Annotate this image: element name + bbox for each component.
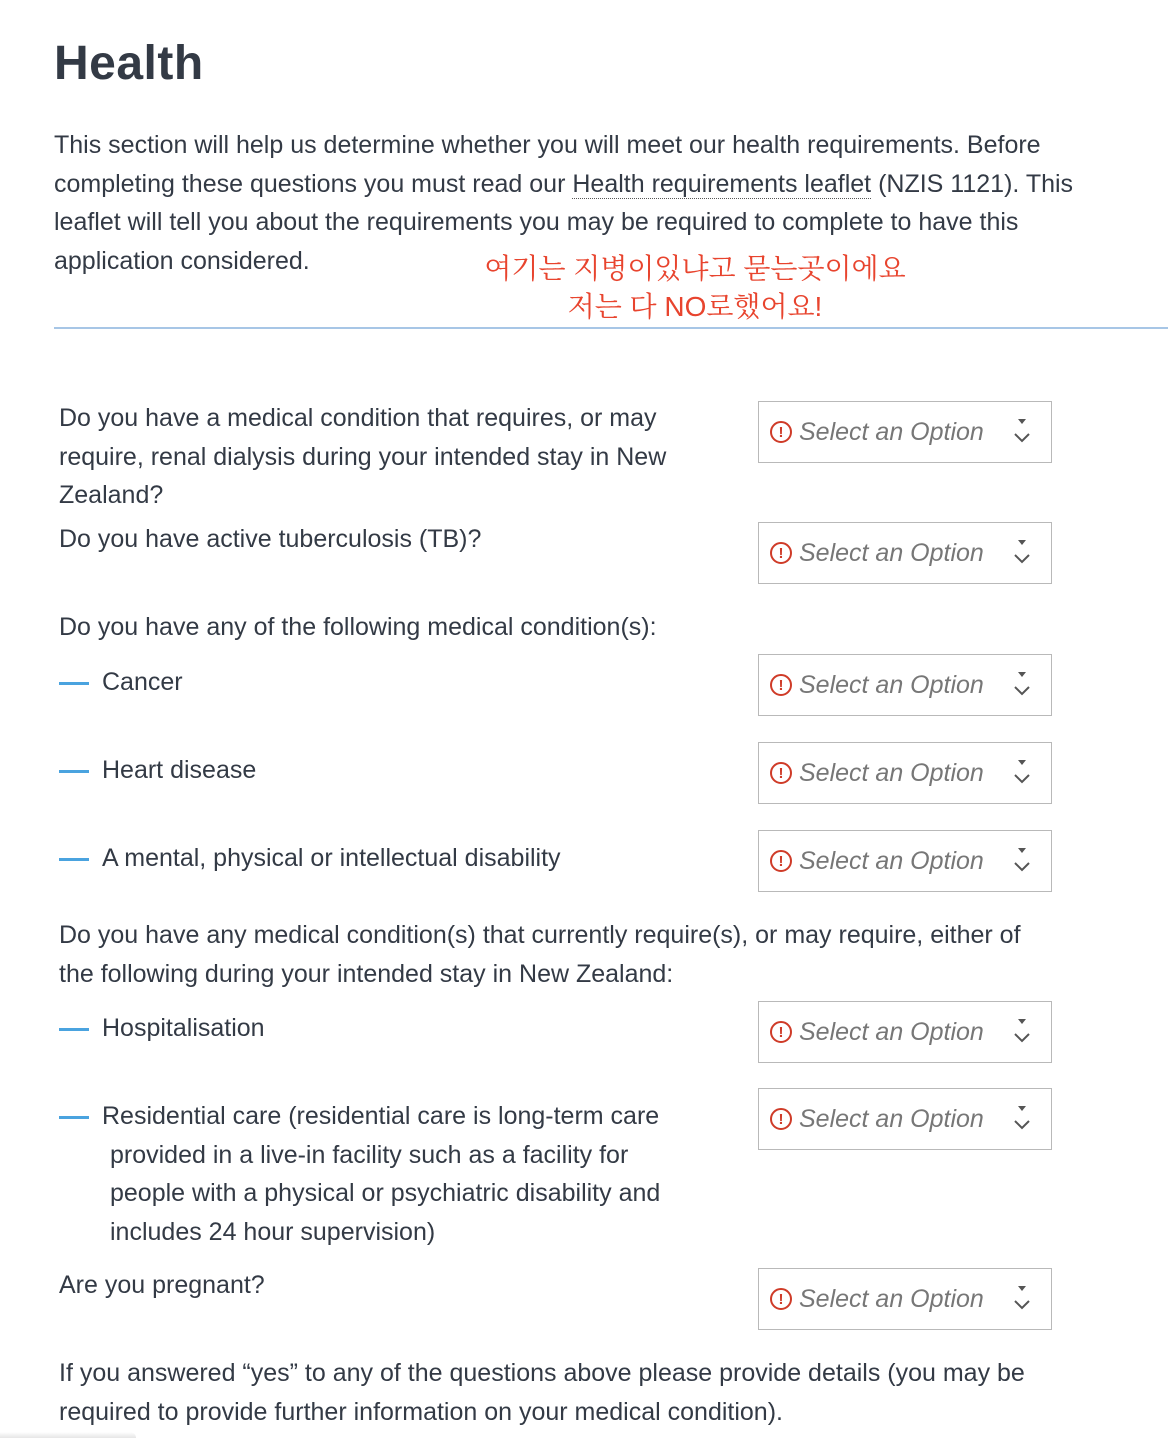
handwritten-annotation bbox=[440, 250, 950, 326]
dash-bullet bbox=[59, 1028, 89, 1031]
select-heart-disease[interactable] bbox=[758, 742, 1052, 804]
select-placeholder: Select an Option bbox=[799, 1284, 984, 1313]
select-placeholder: Select an Option bbox=[799, 1104, 984, 1133]
dash-bullet bbox=[59, 1116, 89, 1119]
error-icon: ! bbox=[770, 850, 792, 872]
select-hospitalisation[interactable] bbox=[758, 1001, 1052, 1063]
condition-label: Hospitalisation bbox=[102, 1014, 265, 1042]
error-icon: ! bbox=[770, 1021, 792, 1043]
question-renal-dialysis: Do you have a medical condition that requires, or may require, renal dialysis during your intended stay in New Zealand? bbox=[59, 404, 667, 509]
select-placeholder: Select an Option bbox=[799, 538, 984, 567]
residential-continuation: provided in a live-in facility such as a facility for people with a physical or psychiatric disability and includes 24 hour supervision) bbox=[110, 1140, 661, 1246]
condition-disability bbox=[59, 839, 719, 878]
question-require-heading: Do you have any medical condition(s) that currently require(s), or may require, either of the following during your intended stay in New Zealand: bbox=[59, 921, 1021, 988]
page-title: Health bbox=[54, 37, 204, 90]
condition-label: Cancer bbox=[102, 668, 183, 696]
condition-cancer bbox=[59, 663, 719, 702]
select-tuberculosis[interactable] bbox=[758, 522, 1052, 584]
intro-text-end: (NZIS 1121). This leaflet will tell you about the requirements you may be required to complete to have this application considered. bbox=[54, 169, 1074, 275]
select-placeholder: Select an Option bbox=[799, 758, 984, 787]
section-divider bbox=[54, 327, 1168, 329]
select-placeholder: Select an Option bbox=[799, 846, 984, 875]
error-icon: ! bbox=[770, 1288, 792, 1310]
dash-bullet bbox=[59, 858, 89, 861]
condition-hospitalisation bbox=[59, 1009, 719, 1048]
chevron-down-icon bbox=[1011, 1101, 1033, 1135]
question-medical-conditions-heading: Do you have any of the following medical condition(s): bbox=[59, 613, 657, 641]
select-pregnant[interactable] bbox=[758, 1268, 1052, 1330]
intro-text-start: This section will help us determine whether you will meet our health requirements. Before completing these questions you must read our bbox=[54, 131, 1041, 198]
annotation-line-1: 여기는 지병이있냐고 묻는곳이에요 bbox=[484, 253, 906, 284]
annotation-line-2: 저는 다 NO로했어요! bbox=[567, 291, 823, 322]
residential-first-line: Residential care (residential care is long-term care bbox=[102, 1102, 660, 1130]
error-icon: ! bbox=[770, 1108, 792, 1130]
chevron-down-icon bbox=[1011, 1014, 1033, 1048]
condition-heart-disease bbox=[59, 751, 719, 790]
select-residential-care[interactable] bbox=[758, 1088, 1052, 1150]
condition-label: Heart disease bbox=[102, 756, 257, 784]
condition-label: A mental, physical or intellectual disability bbox=[102, 844, 561, 872]
select-placeholder: Select an Option bbox=[799, 1017, 984, 1046]
error-icon: ! bbox=[770, 421, 792, 443]
dash-bullet bbox=[59, 770, 89, 773]
health-requirements-link[interactable]: Health requirements leaflet bbox=[572, 169, 872, 198]
chevron-down-icon bbox=[1011, 755, 1033, 789]
dash-bullet bbox=[59, 682, 89, 685]
details-note: If you answered “yes” to any of the questions above please provide details (you may be required to provide further information on your medical condition). bbox=[59, 1359, 1025, 1426]
condition-residential-care bbox=[59, 1097, 709, 1251]
chevron-down-icon bbox=[1011, 1281, 1033, 1315]
select-placeholder: Select an Option bbox=[799, 417, 984, 446]
error-icon: ! bbox=[770, 674, 792, 696]
question-pregnant: Are you pregnant? bbox=[59, 1271, 265, 1299]
chevron-down-icon bbox=[1011, 414, 1033, 448]
error-icon: ! bbox=[770, 762, 792, 784]
error-icon: ! bbox=[770, 542, 792, 564]
select-placeholder: Select an Option bbox=[799, 670, 984, 699]
condition-label bbox=[102, 1097, 709, 1251]
chevron-down-icon bbox=[1011, 843, 1033, 877]
select-disability[interactable] bbox=[758, 830, 1052, 892]
scroll-shadow bbox=[0, 1432, 136, 1438]
chevron-down-icon bbox=[1011, 535, 1033, 569]
question-tuberculosis: Do you have active tuberculosis (TB)? bbox=[59, 525, 482, 553]
select-renal-dialysis[interactable] bbox=[758, 401, 1052, 463]
chevron-down-icon bbox=[1011, 667, 1033, 701]
select-cancer[interactable] bbox=[758, 654, 1052, 716]
